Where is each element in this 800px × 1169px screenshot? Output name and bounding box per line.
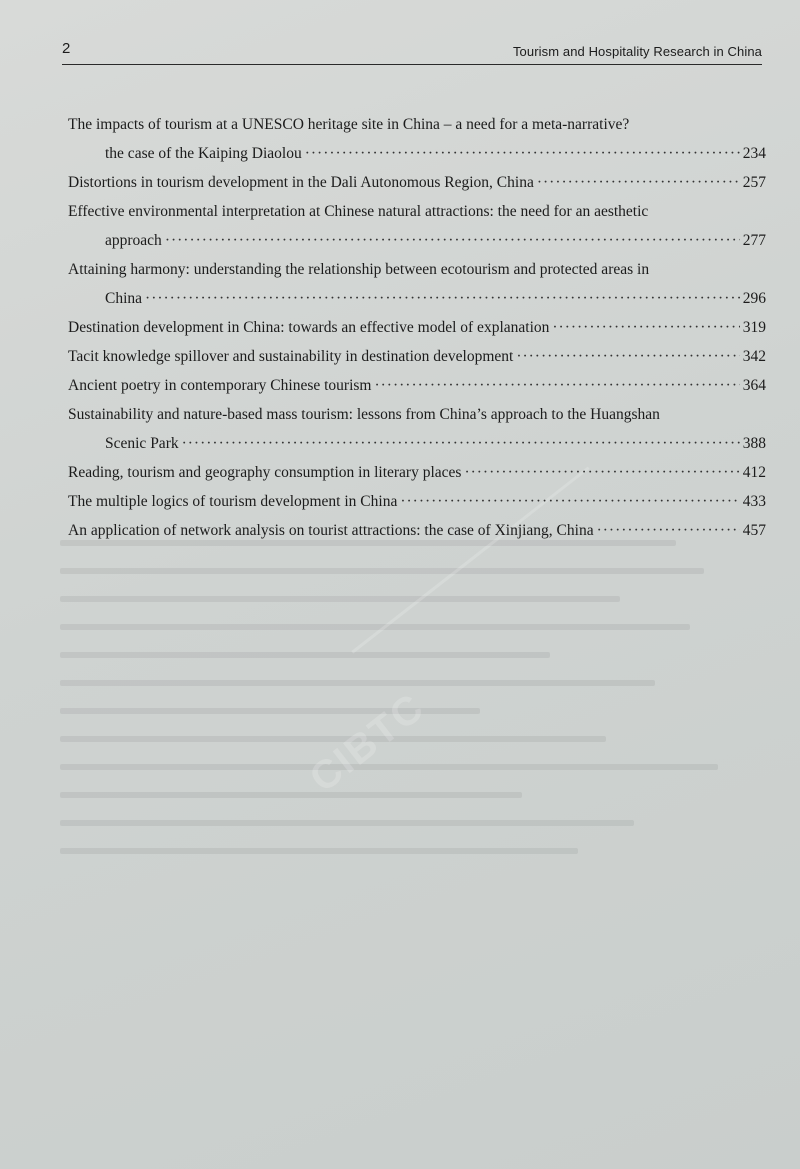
toc-entry[interactable] xyxy=(68,313,766,342)
toc-page-number: 257 xyxy=(742,174,766,191)
dot-leader xyxy=(537,168,740,197)
toc-page-number: 342 xyxy=(742,348,766,365)
toc-entry[interactable] xyxy=(68,516,766,545)
table-of-contents xyxy=(68,110,766,545)
toc-entry-title: Tacit knowledge spillover and sustainability in destination development xyxy=(68,348,514,365)
toc-entry[interactable] xyxy=(68,458,766,487)
toc-entry-title: Ancient poetry in contemporary Chinese tourism xyxy=(68,377,372,394)
toc-page-number: 319 xyxy=(742,319,766,336)
toc-entry-title: Sustainability and nature-based mass tourism: lessons from China’s approach to the Huangshan xyxy=(68,406,660,423)
dot-leader xyxy=(552,313,739,342)
toc-entry-title: An application of network analysis on tourist attractions: the case of Xinjiang, China xyxy=(68,522,594,539)
page-header xyxy=(62,40,762,64)
dot-leader xyxy=(374,371,739,400)
dot-leader xyxy=(400,487,739,516)
toc-page-number: 433 xyxy=(742,493,766,510)
dot-leader xyxy=(145,284,740,313)
running-head: Tourism and Hospitality Research in China xyxy=(512,44,762,59)
toc-page-number: 234 xyxy=(742,145,766,162)
toc-entry[interactable] xyxy=(68,255,766,313)
toc-entry-title-continued: Scenic Park xyxy=(105,435,179,452)
dot-leader xyxy=(305,139,740,168)
toc-page-number: 277 xyxy=(742,232,766,249)
toc-page-number: 457 xyxy=(742,522,766,539)
toc-entry[interactable] xyxy=(68,342,766,371)
toc-entry[interactable] xyxy=(68,487,766,516)
toc-entry-title: Attaining harmony: understanding the relationship between ecotourism and protected areas in xyxy=(68,261,650,278)
toc-entry-title: Destination development in China: towards an effective model of explanation xyxy=(68,319,550,336)
toc-entry-title-continued: approach xyxy=(105,232,162,249)
toc-page-number: 296 xyxy=(742,290,766,307)
toc-entry-title: Distortions in tourism development in the Dali Autonomous Region, China xyxy=(68,174,534,191)
show-through-text xyxy=(60,540,760,1100)
dot-leader xyxy=(464,458,739,487)
dot-leader xyxy=(516,342,739,371)
toc-entry[interactable] xyxy=(68,371,766,400)
dot-leader xyxy=(182,429,740,458)
dot-leader xyxy=(165,226,740,255)
page-number: 2 xyxy=(62,40,71,57)
dot-leader xyxy=(597,516,740,545)
toc-page-number: 388 xyxy=(742,435,766,452)
toc-page-number: 412 xyxy=(742,464,766,481)
toc-entry[interactable] xyxy=(68,400,766,458)
toc-entry-title: Reading, tourism and geography consumption in literary places xyxy=(68,464,462,481)
toc-entry-title: The impacts of tourism at a UNESCO heritage site in China – a need for a meta-narrative? xyxy=(68,116,630,133)
toc-entry[interactable] xyxy=(68,197,766,255)
toc-entry-title-continued: China xyxy=(105,290,143,307)
toc-entry-title: Effective environmental interpretation at Chinese natural attractions: the need for an aesthetic xyxy=(68,203,649,220)
header-rule xyxy=(62,64,762,65)
toc-entry-title-continued: the case of the Kaiping Diaolou xyxy=(105,145,302,162)
toc-entry[interactable] xyxy=(68,168,766,197)
watermark-logo: CIBTC xyxy=(110,290,710,869)
toc-entry[interactable] xyxy=(68,110,766,168)
toc-entry-title: The multiple logics of tourism development in China xyxy=(68,493,398,510)
toc-page-number: 364 xyxy=(742,377,766,394)
